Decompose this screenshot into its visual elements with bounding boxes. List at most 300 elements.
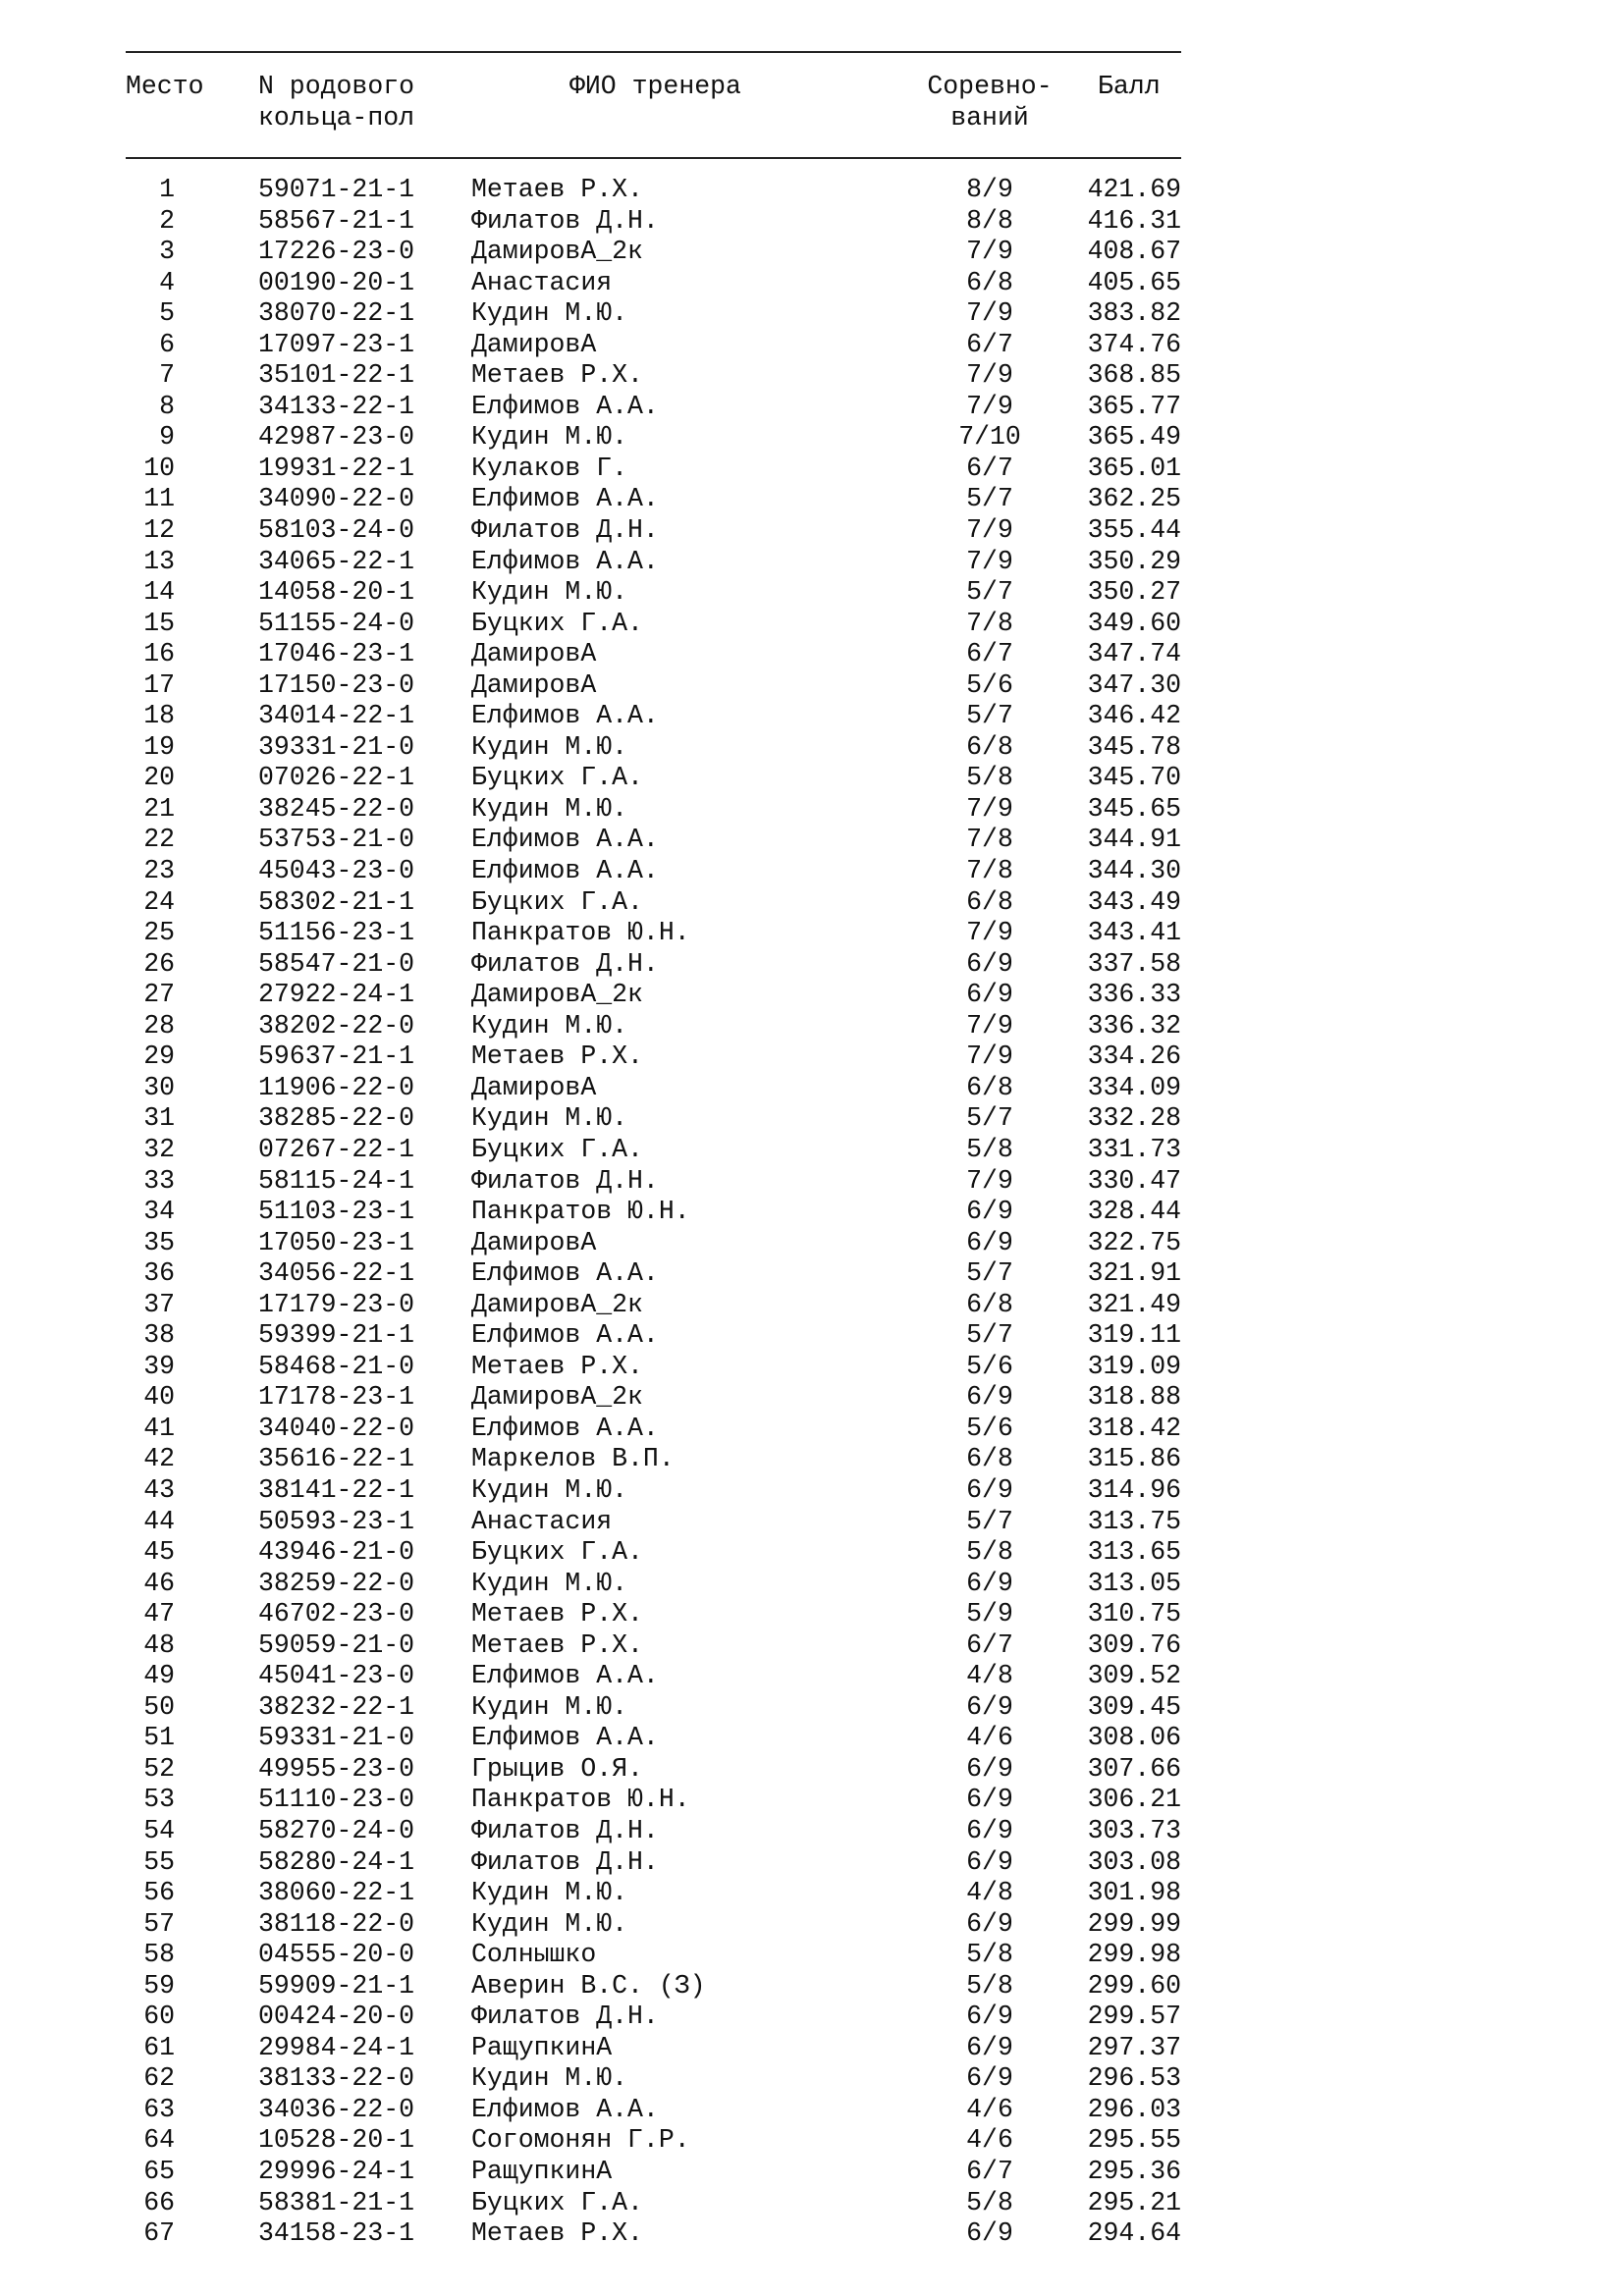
cell-competitions: 6/9 [966, 1197, 1013, 1227]
cell-place: 54 [143, 1815, 175, 1845]
cell-coach: Кудин М.Ю. [471, 422, 628, 453]
cell-competitions: 6/8 [966, 267, 1013, 297]
cell-competitions: 6/8 [966, 886, 1013, 917]
cell-place: 3 [159, 237, 175, 267]
cell-score: 337.58 [1087, 948, 1181, 979]
cell-coach: Аверин В.С. (З) [471, 1970, 706, 2001]
cell-competitions: 8/8 [966, 205, 1013, 236]
cell-ring: 51155-24-0 [258, 608, 415, 638]
cell-competitions: 5/8 [966, 1537, 1013, 1568]
cell-coach: Кудин М.Ю. [471, 577, 628, 608]
cell-competitions: 7/9 [966, 391, 1013, 421]
table-row [126, 1041, 1181, 1073]
cell-place: 22 [143, 825, 175, 855]
cell-place: 1 [159, 175, 175, 204]
cell-competitions: 6/9 [966, 1568, 1013, 1598]
cell-score: 349.60 [1087, 608, 1181, 638]
cell-place: 48 [143, 1629, 175, 1660]
cell-coach: ДамировА_2к [471, 1382, 643, 1413]
cell-score: 296.03 [1087, 2094, 1181, 2124]
table-row [126, 1754, 1181, 1786]
cell-score: 299.98 [1087, 1940, 1181, 1970]
cell-ring: 38285-22-0 [258, 1103, 415, 1134]
cell-competitions: 6/8 [966, 731, 1013, 762]
cell-coach: Буцких Г.А. [471, 886, 643, 917]
cell-place: 19 [143, 731, 175, 762]
table-row [126, 1352, 1181, 1383]
cell-ring: 53753-21-0 [258, 825, 415, 855]
cell-score: 306.21 [1087, 1785, 1181, 1815]
cell-competitions: 6/7 [966, 2157, 1013, 2186]
cell-coach: Елфимов А.А. [471, 701, 659, 731]
cell-score: 294.64 [1087, 2218, 1181, 2249]
cell-coach: Панкратов Ю.Н. [471, 1785, 690, 1815]
cell-score: 318.88 [1087, 1382, 1181, 1413]
cell-place: 10 [143, 453, 175, 483]
cell-ring: 38060-22-1 [258, 1878, 415, 1908]
cell-place: 62 [143, 2063, 175, 2094]
cell-ring: 58280-24-1 [258, 1846, 415, 1877]
table-row [126, 360, 1181, 392]
cell-competitions: 4/8 [966, 1661, 1013, 1691]
cell-ring: 34014-22-1 [258, 701, 415, 731]
table-row [126, 1414, 1181, 1445]
cell-score: 318.42 [1087, 1413, 1181, 1443]
cell-coach: Елфимов А.А. [471, 546, 659, 576]
cell-score: 343.49 [1087, 886, 1181, 917]
cell-score: 331.73 [1087, 1134, 1181, 1164]
table-header [126, 53, 1181, 157]
cell-competitions: 5/8 [966, 2187, 1013, 2217]
cell-ring: 17150-23-0 [258, 669, 415, 700]
cell-coach: Панкратов Ю.Н. [471, 918, 690, 948]
cell-competitions: 5/6 [966, 669, 1013, 700]
cell-competitions: 5/7 [966, 701, 1013, 731]
cell-competitions: 4/8 [966, 1878, 1013, 1908]
cell-coach: Елфимов А.А. [471, 1413, 659, 1443]
cell-score: 347.74 [1087, 639, 1181, 669]
cell-coach: Кудин М.Ю. [471, 1010, 628, 1041]
cell-place: 36 [143, 1258, 175, 1289]
cell-place: 55 [143, 1846, 175, 1877]
table-row [126, 1320, 1181, 1352]
cell-coach: Согомонян Г.Р. [471, 2125, 690, 2156]
cell-coach: ДамировА [471, 1072, 597, 1102]
cell-competitions: 4/6 [966, 1723, 1013, 1753]
cell-coach: Буцких Г.А. [471, 2187, 643, 2217]
cell-ring: 58468-21-0 [258, 1351, 415, 1381]
cell-place: 29 [143, 1041, 175, 1072]
cell-ring: 29984-24-1 [258, 2032, 415, 2062]
cell-place: 2 [159, 205, 175, 236]
table-row [126, 2125, 1181, 2157]
cell-ring: 00424-20-0 [258, 2002, 415, 2032]
cell-ring: 49955-23-0 [258, 1753, 415, 1784]
cell-competitions: 7/9 [966, 1010, 1013, 1041]
table-row [126, 268, 1181, 299]
cell-coach: Анастасия [471, 1506, 613, 1536]
cell-ring: 17226-23-0 [258, 237, 415, 267]
cell-ring: 38232-22-1 [258, 1691, 415, 1722]
cell-ring: 45043-23-0 [258, 856, 415, 886]
cell-competitions: 6/9 [966, 1908, 1013, 1939]
table-row [126, 887, 1181, 919]
cell-score: 345.78 [1087, 731, 1181, 762]
cell-place: 65 [143, 2157, 175, 2186]
cell-competitions: 6/9 [966, 2063, 1013, 2094]
cell-ring: 34040-22-0 [258, 1413, 415, 1443]
cell-score: 303.08 [1087, 1846, 1181, 1877]
table-row [126, 2002, 1181, 2033]
cell-ring: 38118-22-0 [258, 1908, 415, 1939]
cell-score: 295.21 [1087, 2187, 1181, 2217]
cell-score: 345.70 [1087, 763, 1181, 793]
cell-score: 301.98 [1087, 1878, 1181, 1908]
cell-coach: Кудин М.Ю. [471, 731, 628, 762]
cell-competitions: 7/8 [966, 608, 1013, 638]
cell-ring: 42987-23-0 [258, 422, 415, 453]
cell-competitions: 6/8 [966, 1444, 1013, 1474]
table-row [126, 1599, 1181, 1630]
cell-competitions: 6/7 [966, 329, 1013, 359]
cell-competitions: 5/7 [966, 577, 1013, 608]
cell-place: 6 [159, 329, 175, 359]
cell-ring: 07267-22-1 [258, 1134, 415, 1164]
cell-competitions: 7/9 [966, 298, 1013, 329]
cell-score: 343.41 [1087, 918, 1181, 948]
cell-place: 58 [143, 1940, 175, 1970]
table-row [126, 2157, 1181, 2188]
cell-place: 13 [143, 546, 175, 576]
cell-coach: Елфимов А.А. [471, 1258, 659, 1289]
cell-place: 23 [143, 856, 175, 886]
table-row [126, 2218, 1181, 2250]
cell-ring: 58381-21-1 [258, 2187, 415, 2217]
cell-ring: 19931-22-1 [258, 453, 415, 483]
table-row [126, 237, 1181, 268]
cell-place: 67 [143, 2218, 175, 2249]
cell-competitions: 7/9 [966, 546, 1013, 576]
cell-coach: Метаев Р.Х. [471, 360, 643, 391]
table-row [126, 1228, 1181, 1259]
cell-place: 15 [143, 608, 175, 638]
cell-ring: 59331-21-0 [258, 1723, 415, 1753]
cell-coach: Филатов Д.Н. [471, 1846, 659, 1877]
cell-coach: Солнышко [471, 1940, 597, 1970]
cell-place: 44 [143, 1506, 175, 1536]
cell-place: 33 [143, 1165, 175, 1196]
cell-score: 321.91 [1087, 1258, 1181, 1289]
table-row [126, 1011, 1181, 1042]
cell-ring: 43946-21-0 [258, 1537, 415, 1568]
table-row [126, 670, 1181, 702]
table-row [126, 639, 1181, 670]
table-row [126, 1661, 1181, 1692]
cell-competitions: 7/9 [966, 793, 1013, 824]
cell-place: 25 [143, 918, 175, 948]
cell-coach: Метаев Р.Х. [471, 1629, 643, 1660]
cell-score: 408.67 [1087, 237, 1181, 267]
cell-coach: Елфимов А.А. [471, 391, 659, 421]
cell-coach: Кудин М.Ю. [471, 1103, 628, 1134]
table-row [126, 1537, 1181, 1569]
cell-score: 405.65 [1087, 267, 1181, 297]
cell-coach: ДамировА_2к [471, 237, 643, 267]
cell-score: 347.30 [1087, 669, 1181, 700]
cell-coach: Елфимов А.А. [471, 484, 659, 514]
cell-score: 374.76 [1087, 329, 1181, 359]
header-score: Балл [1098, 72, 1161, 101]
cell-place: 59 [143, 1970, 175, 2001]
cell-score: 362.25 [1087, 484, 1181, 514]
cell-competitions: 6/8 [966, 1289, 1013, 1319]
cell-ring: 45041-23-0 [258, 1661, 415, 1691]
cell-ring: 34133-22-1 [258, 391, 415, 421]
cell-ring: 34158-23-1 [258, 2218, 415, 2249]
cell-place: 30 [143, 1072, 175, 1102]
cell-ring: 39331-21-0 [258, 731, 415, 762]
cell-coach: Метаев Р.Х. [471, 1351, 643, 1381]
cell-ring: 38259-22-0 [258, 1568, 415, 1598]
table-row [126, 206, 1181, 238]
cell-score: 365.77 [1087, 391, 1181, 421]
cell-place: 56 [143, 1878, 175, 1908]
cell-ring: 38133-22-0 [258, 2063, 415, 2094]
cell-place: 14 [143, 577, 175, 608]
cell-competitions: 5/7 [966, 1320, 1013, 1351]
table-row [126, 825, 1181, 856]
cell-score: 330.47 [1087, 1165, 1181, 1196]
header-ring-line1: N родового [258, 72, 415, 101]
cell-competitions: 7/9 [966, 1165, 1013, 1196]
cell-ring: 59399-21-1 [258, 1320, 415, 1351]
cell-place: 43 [143, 1474, 175, 1505]
cell-ring: 10528-20-1 [258, 2125, 415, 2156]
table-row [126, 1258, 1181, 1290]
cell-score: 345.65 [1087, 793, 1181, 824]
table-row [126, 392, 1181, 423]
cell-score: 336.32 [1087, 1010, 1181, 1041]
cell-ring: 35101-22-1 [258, 360, 415, 391]
cell-ring: 46702-23-0 [258, 1599, 415, 1629]
table-row [126, 1197, 1181, 1228]
cell-place: 5 [159, 298, 175, 329]
cell-ring: 58103-24-0 [258, 515, 415, 546]
table-row [126, 2095, 1181, 2126]
cell-coach: Кудин М.Ю. [471, 1568, 628, 1598]
cell-coach: Грыцив О.Я. [471, 1753, 643, 1784]
cell-competitions: 5/7 [966, 1258, 1013, 1289]
cell-competitions: 7/9 [966, 515, 1013, 546]
cell-score: 299.60 [1087, 1970, 1181, 2001]
cell-score: 303.73 [1087, 1815, 1181, 1845]
cell-place: 21 [143, 793, 175, 824]
cell-score: 368.85 [1087, 360, 1181, 391]
table-row [126, 1382, 1181, 1414]
cell-score: 295.36 [1087, 2157, 1181, 2186]
table-row [126, 1692, 1181, 1724]
cell-ring: 17179-23-0 [258, 1289, 415, 1319]
cell-competitions: 6/9 [966, 1382, 1013, 1413]
cell-ring: 58270-24-0 [258, 1815, 415, 1845]
cell-place: 16 [143, 639, 175, 669]
cell-competitions: 7/9 [966, 237, 1013, 267]
cell-place: 18 [143, 701, 175, 731]
cell-ring: 59909-21-1 [258, 1970, 415, 2001]
cell-place: 64 [143, 2125, 175, 2156]
cell-score: 319.09 [1087, 1351, 1181, 1381]
cell-place: 47 [143, 1599, 175, 1629]
cell-ring: 17046-23-1 [258, 639, 415, 669]
cell-coach: ДамировА [471, 1227, 597, 1257]
cell-competitions: 5/8 [966, 1134, 1013, 1164]
cell-score: 321.49 [1087, 1289, 1181, 1319]
cell-place: 61 [143, 2032, 175, 2062]
table-row [126, 1785, 1181, 1816]
cell-place: 52 [143, 1753, 175, 1784]
cell-coach: Метаев Р.Х. [471, 1599, 643, 1629]
cell-competitions: 5/7 [966, 484, 1013, 514]
cell-place: 11 [143, 484, 175, 514]
header-competitions [916, 71, 1063, 133]
cell-score: 336.33 [1087, 980, 1181, 1010]
table-row [126, 732, 1181, 764]
cell-place: 12 [143, 515, 175, 546]
cell-place: 26 [143, 948, 175, 979]
cell-competitions: 7/9 [966, 360, 1013, 391]
cell-competitions: 6/9 [966, 1227, 1013, 1257]
cell-coach: Метаев Р.Х. [471, 1041, 643, 1072]
cell-coach: Елфимов А.А. [471, 856, 659, 886]
cell-score: 309.52 [1087, 1661, 1181, 1691]
cell-competitions: 7/9 [966, 1041, 1013, 1072]
cell-place: 66 [143, 2187, 175, 2217]
table-body [126, 159, 1181, 2250]
cell-coach: ДамировА [471, 639, 597, 669]
cell-competitions: 5/7 [966, 1506, 1013, 1536]
cell-place: 20 [143, 763, 175, 793]
header-comp-line2: ваний [950, 103, 1029, 133]
cell-competitions: 5/6 [966, 1413, 1013, 1443]
cell-place: 60 [143, 2002, 175, 2032]
table-row [126, 298, 1181, 330]
cell-score: 383.82 [1087, 298, 1181, 329]
cell-place: 8 [159, 391, 175, 421]
cell-ring: 17050-23-1 [258, 1227, 415, 1257]
results-table [126, 51, 1181, 2250]
table-row [126, 2188, 1181, 2219]
table-row [126, 577, 1181, 609]
cell-coach: Панкратов Ю.Н. [471, 1197, 690, 1227]
cell-competitions: 5/8 [966, 763, 1013, 793]
cell-place: 41 [143, 1413, 175, 1443]
cell-coach: РащупкинА [471, 2157, 613, 2186]
cell-competitions: 6/9 [966, 1785, 1013, 1815]
cell-competitions: 4/6 [966, 2094, 1013, 2124]
cell-score: 344.30 [1087, 856, 1181, 886]
cell-coach: ДамировА [471, 669, 597, 700]
cell-competitions: 5/7 [966, 1103, 1013, 1134]
cell-coach: Буцких Г.А. [471, 1537, 643, 1568]
cell-competitions: 6/9 [966, 1815, 1013, 1845]
cell-score: 297.37 [1087, 2032, 1181, 2062]
cell-competitions: 6/9 [966, 948, 1013, 979]
cell-ring: 34090-22-0 [258, 484, 415, 514]
cell-score: 332.28 [1087, 1103, 1181, 1134]
table-row [126, 1073, 1181, 1104]
table-row [126, 2033, 1181, 2064]
table-row [126, 609, 1181, 640]
cell-score: 350.27 [1087, 577, 1181, 608]
cell-coach: Буцких Г.А. [471, 763, 643, 793]
cell-coach: Буцких Г.А. [471, 608, 643, 638]
cell-ring: 17097-23-1 [258, 329, 415, 359]
cell-coach: Кудин М.Ю. [471, 2063, 628, 2094]
cell-place: 34 [143, 1197, 175, 1227]
cell-competitions: 4/6 [966, 2125, 1013, 2156]
table-row [126, 422, 1181, 454]
cell-score: 322.75 [1087, 1227, 1181, 1257]
cell-ring: 11906-22-0 [258, 1072, 415, 1102]
cell-coach: Филатов Д.Н. [471, 1165, 659, 1196]
cell-place: 42 [143, 1444, 175, 1474]
table-row [126, 856, 1181, 887]
table-row [126, 1847, 1181, 1879]
table-row [126, 330, 1181, 361]
cell-competitions: 8/9 [966, 175, 1013, 204]
cell-ring: 59071-21-1 [258, 175, 415, 204]
cell-place: 46 [143, 1568, 175, 1598]
cell-score: 313.05 [1087, 1568, 1181, 1598]
cell-competitions: 6/9 [966, 1474, 1013, 1505]
cell-competitions: 6/9 [966, 1691, 1013, 1722]
cell-place: 4 [159, 267, 175, 297]
cell-place: 63 [143, 2094, 175, 2124]
cell-place: 39 [143, 1351, 175, 1381]
cell-place: 40 [143, 1382, 175, 1413]
cell-coach: ДамировА_2к [471, 1289, 643, 1319]
cell-coach: Кудин М.Ю. [471, 298, 628, 329]
table-row [126, 1878, 1181, 1909]
cell-place: 53 [143, 1785, 175, 1815]
cell-place: 7 [159, 360, 175, 391]
table-row [126, 1475, 1181, 1507]
cell-score: 299.57 [1087, 2002, 1181, 2032]
cell-place: 45 [143, 1537, 175, 1568]
table-row [126, 1290, 1181, 1321]
table-row [126, 701, 1181, 732]
cell-coach: Маркелов В.П. [471, 1444, 675, 1474]
header-coach: ФИО тренера [569, 72, 741, 101]
table-row [126, 794, 1181, 826]
cell-ring: 17178-23-1 [258, 1382, 415, 1413]
cell-competitions: 7/8 [966, 856, 1013, 886]
cell-coach: Метаев Р.Х. [471, 2218, 643, 2249]
cell-coach: Анастасия [471, 267, 613, 297]
table-row [126, 484, 1181, 515]
cell-place: 27 [143, 980, 175, 1010]
cell-competitions: 7/10 [958, 422, 1021, 453]
cell-place: 9 [159, 422, 175, 453]
table-row [126, 1723, 1181, 1754]
cell-ring: 38202-22-0 [258, 1010, 415, 1041]
cell-coach: Кулаков Г. [471, 453, 628, 483]
cell-ring: 27922-24-1 [258, 980, 415, 1010]
cell-place: 49 [143, 1661, 175, 1691]
cell-place: 32 [143, 1134, 175, 1164]
cell-competitions: 7/9 [966, 918, 1013, 948]
cell-coach: Филатов Д.Н. [471, 1815, 659, 1845]
